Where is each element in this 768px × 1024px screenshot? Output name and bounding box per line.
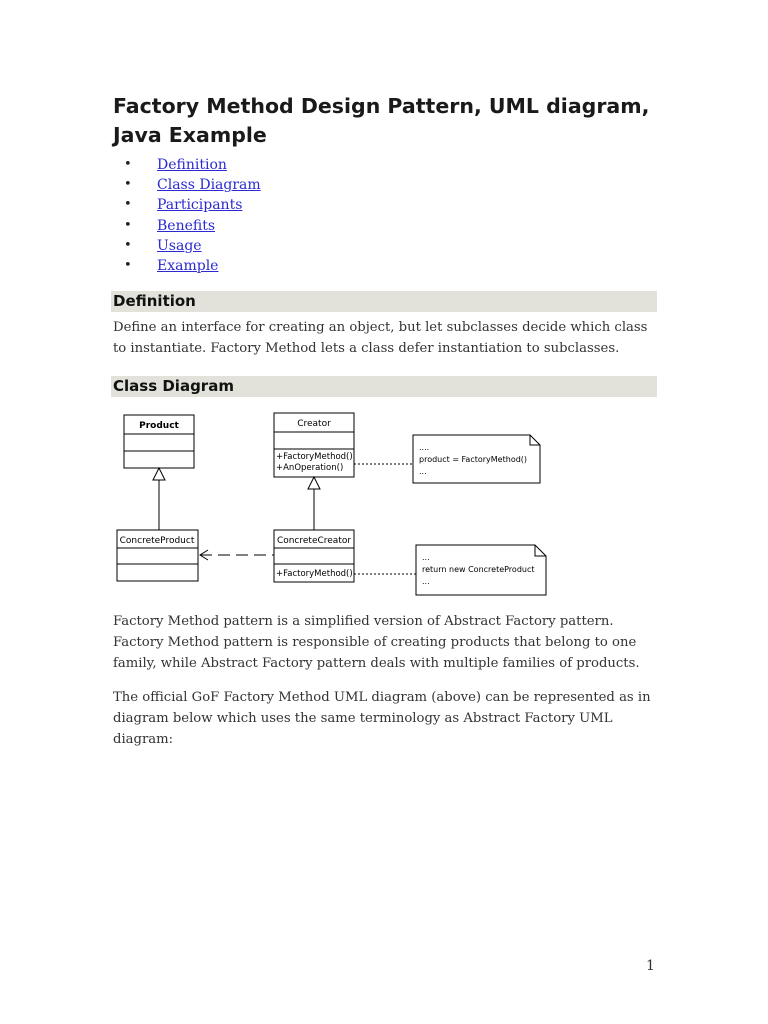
toc-link-definition[interactable]: Definition (157, 157, 227, 173)
bullet-icon: • (124, 237, 132, 253)
uml-class-creator (274, 413, 354, 477)
toc-item (124, 256, 261, 276)
uml-generalization-product (153, 468, 165, 530)
uml-class-diagram (110, 408, 555, 600)
bullet-icon: • (124, 177, 132, 193)
toc-link-class-diagram[interactable]: Class Diagram (157, 177, 261, 194)
uml-label-creator-method-1: +FactoryMethod() (276, 452, 353, 462)
toc-item (124, 155, 261, 175)
toc-item (124, 195, 261, 215)
page-title: Factory Method Design Pattern, UML diagram, Java Example (113, 94, 650, 147)
uml-note-1-line-3: ... (419, 467, 427, 476)
uml-class-product (124, 415, 194, 468)
uml-note-2-line-2: return new ConcreteProduct (422, 565, 535, 574)
uml-generalization-creator (308, 477, 320, 530)
uml-note-1-line-1: .... (419, 443, 430, 452)
uml-class-concrete-product (117, 530, 198, 581)
bullet-icon: • (124, 197, 132, 213)
uml-label-creator-method-2: +AnOperation() (276, 463, 344, 473)
toc-link-example[interactable]: Example (157, 257, 219, 274)
page-number: 1 (646, 958, 655, 974)
uml-label-creator: Creator (297, 419, 331, 429)
toc-link-benefits[interactable]: Benefits (157, 217, 216, 234)
paragraph-2: The official GoF Factory Method UML diagram (above) can be represented as in diagram below which uses the same terminology as Abstract Factory UML diagram: (113, 690, 651, 747)
uml-class-concrete-creator (274, 530, 354, 582)
toc-item (124, 216, 261, 236)
uml-label-concrete-product: ConcreteProduct (119, 536, 195, 546)
toc-link-participants[interactable]: Participants (157, 197, 243, 214)
uml-note-1-line-2: product = FactoryMethod() (419, 455, 528, 464)
uml-label-product: Product (139, 421, 179, 431)
uml-label-concrete-creator: ConcreteCreator (276, 536, 352, 546)
definition-text: Define an interface for creating an object, but let subclasses decide which class to instantiate. Factory Method lets a class defer instantiation to subclasses. (113, 320, 648, 356)
section-heading-definition: Definition (111, 291, 657, 312)
toc-item (124, 175, 261, 195)
table-of-contents (124, 155, 261, 276)
uml-note-2-line-3: ... (422, 577, 430, 586)
toc-link-usage[interactable]: Usage (157, 237, 202, 254)
bullet-icon: • (124, 217, 132, 233)
uml-label-concrete-creator-method: +FactoryMethod() (276, 569, 353, 579)
bullet-icon: • (124, 257, 132, 273)
section-heading-class-diagram: Class Diagram (111, 376, 657, 397)
uml-note-1 (413, 435, 540, 483)
toc-item (124, 236, 261, 256)
bullet-icon: • (124, 157, 132, 172)
uml-note-2 (416, 545, 546, 595)
paragraph-1: Factory Method pattern is a simplified version of Abstract Factory pattern. Factory Method pattern is responsible of creating products that belong to one family, while Abstract Factory pattern deals with multiple families of products. (113, 614, 640, 671)
uml-dependency-arrow (200, 550, 274, 560)
uml-note-2-line-1: ... (422, 553, 430, 562)
